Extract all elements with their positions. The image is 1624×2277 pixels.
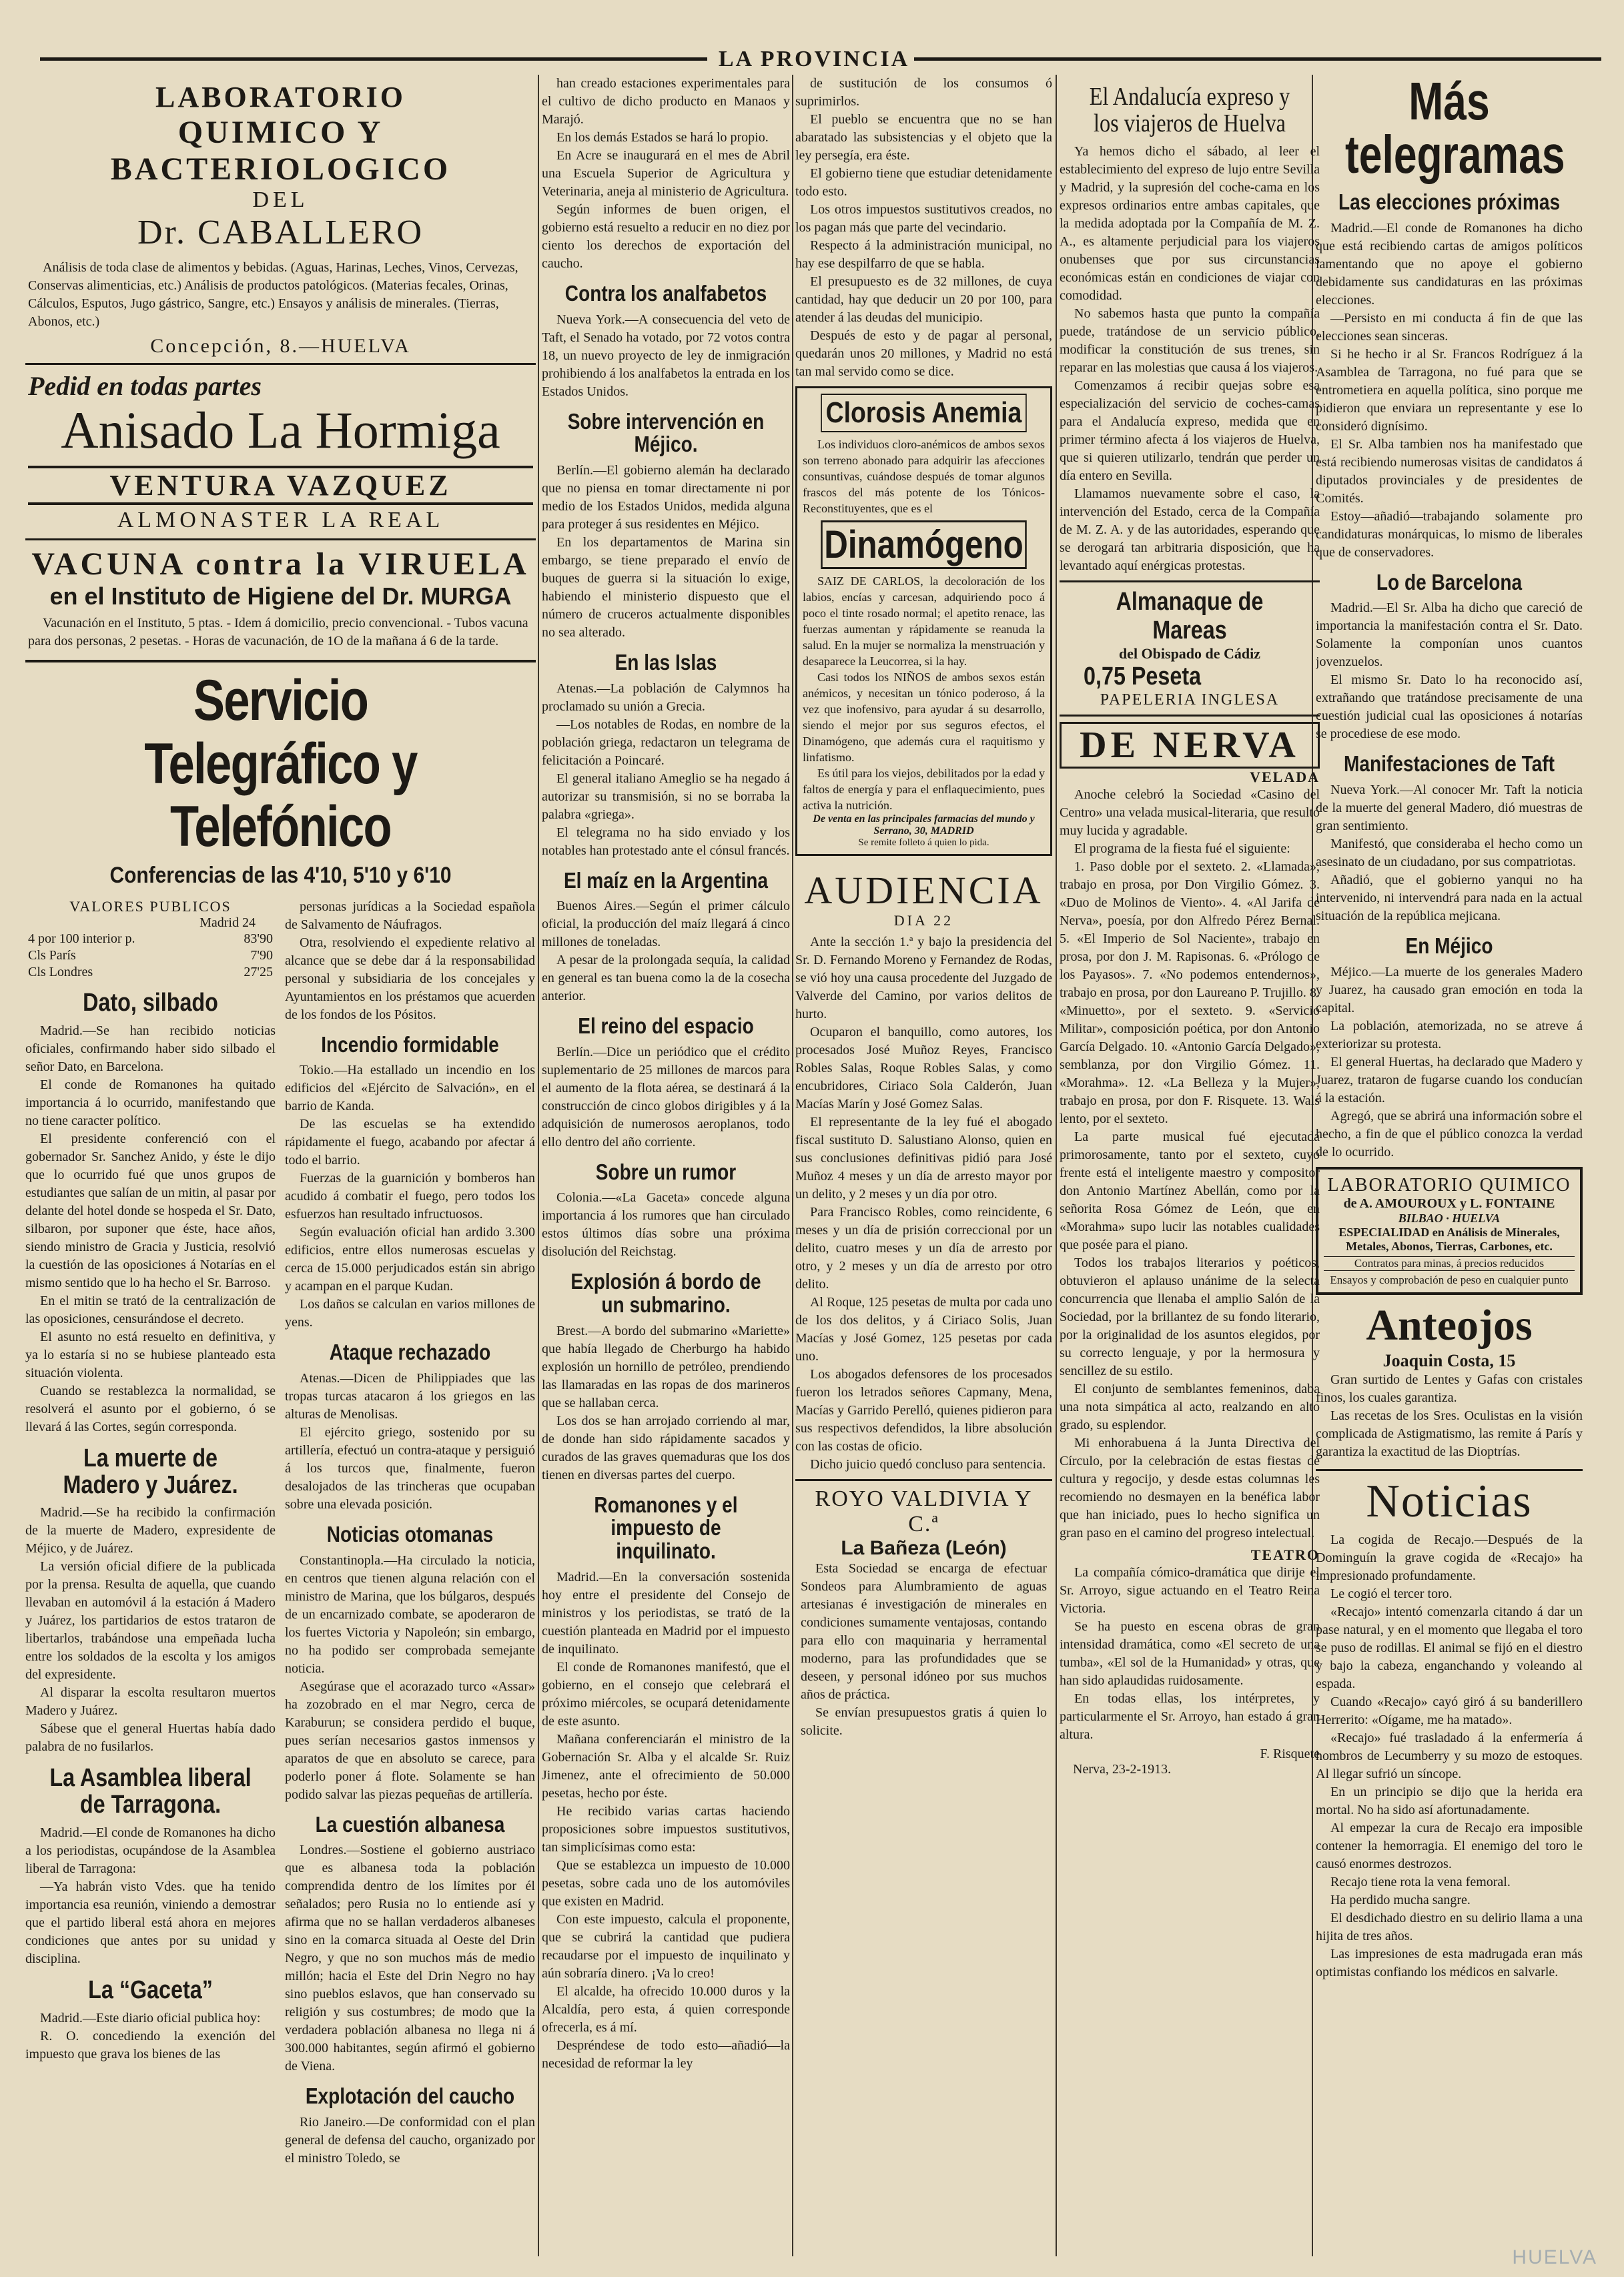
article-paragraph: «Recajo» fué trasladado á la enfermería á hombros de Lecumberry y su mozo de estoques. Al llegar sufrió un síncope. bbox=[1316, 1730, 1583, 1781]
article-paragraph: de sustitución de los consumos ó suprimirlos. bbox=[795, 76, 1052, 109]
ad-text: BILBAO · HUELVA bbox=[1398, 1211, 1501, 1225]
article-paragraph: Según informes de buen origen, el gobierno está resuelto a reducir en no diez por ciento los derechos de exportación del caucho. bbox=[542, 202, 790, 271]
article-paragraph: Agregó, que se abrirá una información sobre el hecho, a fin de que el público conozca la verdad de lo ocurrido. bbox=[1316, 1108, 1583, 1160]
article-paragraph: El Sr. Alba tambien nos ha manifestado que está recibiendo numerosas visitas de candidatos á diputados provinciales y de presidentes de Comités. bbox=[1316, 436, 1583, 506]
ad-heading: Pedid en todas partes bbox=[28, 371, 262, 401]
ad-heading: del Obispado de Cádiz bbox=[1118, 644, 1261, 662]
ad-text: PAPELERIA INGLESA bbox=[1100, 691, 1280, 709]
article-paragraph: Madrid.—En la conversación sostenida hoy entre el presidente del Consejo de ministros y los periodistas, se trató de la cuestión planteada en Madrid por el impuesto de inquilinato. bbox=[542, 1569, 790, 1657]
article-heading: Sobre intervención en Méjico. bbox=[567, 408, 765, 457]
article-paragraph: Las impresiones de esta madrugada eran más optimistas confiando los médicos en salvarle. bbox=[1316, 1946, 1583, 1979]
article-paragraph: Colonia.—«La Gaceta» concede alguna importancia á los rumores que han circulado estos últimos días sobre una próxima disolución del Reichstag. bbox=[542, 1190, 790, 1260]
article-paragraph: Dicho juicio quedó concluso para sentencia. bbox=[810, 1456, 1046, 1472]
ad-heading: La Bañeza (León) bbox=[841, 1536, 1007, 1559]
ad-heading: QUIMICO Y BACTERIOLOGICO bbox=[110, 115, 451, 187]
article-paragraph: Berlín.—Dice un periódico que el crédito suplementario de 25 millones de marcos para el aumento de la flota aérea, se destinará á la construcción de cinco globos dirigibles y á la adquisición de numerosos aeroplanos, todo ello dentro del año corriente. bbox=[542, 1044, 790, 1150]
article-paragraph: Tokio.—Ha estallado un incendio en los edificios del «Ejército de Salvación», en el barrio de Kanda. bbox=[285, 1063, 535, 1114]
article-heading: Las elecciones próximas bbox=[1338, 189, 1561, 214]
masthead bbox=[27, 47, 1615, 71]
ad-heading: LABORATORIO bbox=[155, 81, 406, 113]
article-heading: Lo de Barcelona bbox=[1376, 569, 1523, 594]
article-paragraph: El telegrama no ha sido enviado y los notables han protestado ante el cónsul francés. bbox=[542, 825, 790, 858]
article-paragraph: han creado estaciones experimentales para el cultivo de dicho producto en Manaos y Marajó. bbox=[542, 76, 790, 127]
ad-text: Se envían presupuestos gratis á quien lo solicite. bbox=[801, 1705, 1047, 1738]
article-paragraph: He recibido varias cartas haciendo proposiciones sobre impuestos sustitutivos, tan simplicísimas como esta: bbox=[542, 1803, 790, 1855]
article-paragraph: «Recajo» intentó comenzarla citando á dar un pase natural, y en el momento que llegaba el toro se puso de rodillas. El animal se fijó en el diestro y bajo la cabeza, enganchando y voleando al espada. bbox=[1316, 1604, 1583, 1691]
article-paragraph: Después de esto y de pagar al personal, quedarán unos 20 millones, y Madrid no está tan mal servido como se dice. bbox=[795, 328, 1052, 379]
article-paragraph: En todas ellas, los intérpretes, y particularmente el Sr. Arroyo, han estado á gran altura. bbox=[1060, 1691, 1320, 1742]
article-paragraph: Manifestó, que consideraba el hecho como un asesinato de un ciudadano, por sus compatriotas. bbox=[1316, 836, 1583, 869]
article-heading: La “Gaceta” bbox=[88, 1976, 213, 2005]
article-paragraph: El ejército griego, sostenido por su artillería, efectuó un contra-ataque y persiguió á los turcos que, finalmente, fueron desalojados de las trincheras que ocupaban sobre una elevada posición. bbox=[285, 1425, 535, 1512]
article-paragraph: personas jurídicas a la Sociedad española de Salvamento de Náufragos. bbox=[285, 899, 535, 932]
article-paragraph: El representante de la ley fué el abogado fiscal sustituto D. Salustiano Alonso, quien en sus conclusiones definitivas pidió para José Muñoz 4 meses y un día de arresto mayor por un delito, y 2 meses y un día por otro. bbox=[795, 1114, 1052, 1202]
noticias-heading: Noticias bbox=[1316, 1469, 1583, 1528]
column-rule bbox=[792, 75, 793, 2256]
velada-heading: VELADA bbox=[1250, 768, 1320, 785]
anteojos-address: Joaquin Costa, 15 bbox=[1382, 1350, 1516, 1370]
article-paragraph: El conde de Romanones manifestó, que el gobierno, en el consejo que celebrará el próximo miércoles, se ocupará detenidamente de este asunto. bbox=[542, 1659, 790, 1729]
article-heading: Explosión á bordo de un submarino. bbox=[570, 1269, 761, 1318]
article-paragraph: Madrid.—El Sr. Alba ha dicho que careció de importancia la manifestación contra el Sr. Dato. Solamente la componían unos cuantos jovenzuelos. bbox=[1316, 600, 1583, 670]
article-paragraph: Berlín.—El gobierno alemán ha declarado que no piensa en tomar directamente ni por medio de los Estados Unidos, medida alguna para proteger á sus residentes en Méjico. bbox=[542, 462, 790, 532]
article-paragraph: El general italiano Ameglio se ha negado á autorizar su transmisión, si no se borraba la palabra «griega». bbox=[542, 771, 790, 822]
ad-heading: VACUNA contra la VIRUELA bbox=[31, 546, 530, 582]
article-paragraph: El conjunto de semblantes femeninos, daba una nota simpática al acto, realzando en alto grado, su esplendor. bbox=[1060, 1381, 1320, 1432]
article-heading: El reino del espacio bbox=[578, 1013, 754, 1039]
article-paragraph: Buenos Aires.—Según el primer cálculo oficial, la producción del maíz llegará á cinco millones de toneladas. bbox=[542, 899, 790, 950]
ad-text: ESPECIALIDAD en Análisis de Minerales, Metales, Abonos, Tierras, Carbones, etc. bbox=[1338, 1225, 1560, 1253]
article-paragraph: Añadió, que el gobierno yanqui no ha intervenido, ni intervendrá para nada en la actual situación de la república mejicana. bbox=[1316, 872, 1583, 923]
ad-heading: en el Instituto de Higiene del Dr. MURGA bbox=[49, 582, 512, 610]
masthead-rule-right bbox=[914, 57, 1601, 61]
column-1-subcolumns bbox=[25, 898, 536, 2168]
subcolumn-1a bbox=[25, 898, 276, 2168]
article-paragraph: El pueblo se encuentra que no se han abaratado las subsistencias y el objeto que la ley persegía, era éste. bbox=[795, 112, 1052, 163]
article-heading: La muerte de Madero y Juárez. bbox=[63, 1444, 238, 1499]
ad-text: Casi todos los NIÑOS de ambos sexos están anémicos, y necesitan un tónico poderoso, á la vez que inofensivo, para ayudar á su desarrollo, siendo el mejor por sus seguros efectos, el Dinamógeno, que además cura el raquitismo y linfatismo. bbox=[803, 670, 1045, 764]
article-paragraph: —Persisto en mi conducta á fin de que las elecciones sean sinceras. bbox=[1316, 310, 1583, 344]
article-paragraph: —Ya habrán visto Vdes. que ha tenido importancia esa reunión, viniendo a demostrar que el partido liberal está ahora en mejores condiciones que antes por su unidad y disciplina. bbox=[25, 1879, 276, 1967]
ad-text: Ensayos y comprobación de peso en cualquier punto bbox=[1330, 1273, 1569, 1286]
subcolumn-1b bbox=[285, 898, 535, 2168]
ad-address: Concepción, 8.—HUELVA bbox=[150, 335, 411, 357]
article-paragraph: Los otros impuestos sustitutivos creados, no los pagan más que parte del vecindario. bbox=[795, 202, 1052, 235]
article-paragraph: Nueva York.—A consecuencia del veto de Taft, el Senado ha votado, por 72 votos contra 18, un nuevo proyecto de ley de inmigración prohibiendo á los analfabetos la entrada en los Estados Unidos. bbox=[542, 312, 790, 399]
article-paragraph: Ya hemos dicho el sábado, al leer el establecimiento del expreso de lujo entre Sevilla y Madrid, y la supresión del coche-cama en los expresos ordinarios entre ambas capitales, que la medida adoptada por la Compañía de M. Z. A., es altamente perjudicial para los viajeros onubenses que por sus circunstancias económicas están en condiciones de viajar con comodidad. bbox=[1060, 143, 1320, 303]
ad-heading: Dinamógeno bbox=[821, 520, 1027, 569]
article-paragraph: 1. Paso doble por el sexteto. 2. «Llamada», trabajo en prosa, por Don Virgilio Gómez. 3. «Duo de Molinos de Viento». 4. «Al Jarifa de Nerva», poesía, por don Alfredo Pérez Bernal. 5. «El Imperio de Sol Naciente», trabajo en prosa, por don J. M. Rapisonas. 6. «Prólogo de los Payasos». 7. «No podemos entendernos», trabajo en prosa, por don Laureano P. Trujillo. 8. «Minuetto», por el sexteto. 9. «Servicio Militar», composición poética, por don Antonio García Delgado. 10. «Antonio García Delgado», semblanza, por don Virgilio Gómez. 11. «Morahma». 12. «La Belleza y la Mujer», trabajo en prosa, por don F. Risquete. 13. Wals lento, por el sexteto. bbox=[1060, 859, 1320, 1126]
archive-watermark: HUELVA bbox=[1512, 2246, 1597, 2268]
article-paragraph: Los daños se calculan en varios millones de yens. bbox=[285, 1297, 535, 1330]
article-paragraph: Llamamos nuevamente sobre el caso, la intervención del Estado, cerca de la Compañía de M. Z. A. y de las autoridades, esperando que se derogará tan arbitraria disposición, que ha levantado aquí enérgicas protestas. bbox=[1060, 486, 1320, 573]
article-paragraph: Fuerzas de la guarnición y bomberos han acudido á combatir el fuego, pero todos los esfuerzos han resultado infructuosos. bbox=[285, 1171, 535, 1222]
article-paragraph: Recajo tiene rota la vena femoral. bbox=[1330, 1874, 1511, 1889]
article-heading: Romanones y el impuesto de inquilinato. bbox=[594, 1492, 738, 1564]
ad-text: SAIZ DE CARLOS, la decoloración de los labios, encías y carcesan, adquiriendo poco á poco el tinte rosado normal; el apetito renace, las fuerzas aumentan y rápidamente se reanuda la salud. En la mujer se normaliza la menstruación y desaparece la Leucorrea, si la hay. bbox=[803, 574, 1045, 668]
article-paragraph: Los dos se han arrojado corriendo al mar, de donde han sido rápidamente sacados y curados de las graves quemaduras que los dos tienen en diversas partes del cuerpo. bbox=[542, 1413, 790, 1482]
table-row: Cls Londres 27'25 bbox=[28, 964, 273, 979]
table-row: Cls París 7'90 bbox=[28, 947, 273, 963]
audiencia-date: DIA 22 bbox=[893, 911, 954, 929]
ad-text: Vacunación en el Instituto, 5 ptas. - Idem á domicilio, precio convencional. - Tubos vacuna para dos personas, 2 pesetas. - Horas de vacunación, de 1O de la mañana á 6 de la tarde. bbox=[28, 616, 528, 648]
valores-place: Madrid 24 bbox=[199, 915, 256, 930]
article-paragraph: Al Roque, 125 pesetas de multa por cada uno de los dos delitos, y á Ciriaco Solis, Juan Macías y José Gomez, 125 pesetas por cada uno. bbox=[795, 1294, 1052, 1364]
section-heading: Más telegramas bbox=[1345, 75, 1565, 184]
anisado-ad bbox=[25, 363, 536, 538]
article-paragraph: Sábese que el general Huertas había dado palabra de no fusilarlos. bbox=[25, 1721, 276, 1755]
ad-heading: ROYO VALDIVIA Y C.ª bbox=[815, 1486, 1033, 1536]
article-paragraph: Según evaluación oficial han ardido 3.300 edificios, entre ellos numerosas escuelas y cerca de 15.000 perjudicados están sin abrigo y acampan en el parque Kudan. bbox=[285, 1225, 535, 1294]
article-paragraph: En el mitin se trató de la centralización de las oposiciones, censurándose el decreto. bbox=[25, 1293, 276, 1326]
column-4 bbox=[1060, 75, 1320, 2256]
article-paragraph: Respecto á la administración municipal, no hay ese despilfarro de que se habla. bbox=[795, 238, 1052, 271]
article-paragraph: El desdichado diestro en su delirio llama a una hijita de tres años. bbox=[1316, 1910, 1583, 1943]
column-3 bbox=[795, 75, 1052, 2256]
article-paragraph: Le cogió el tercer toro. bbox=[1330, 1586, 1453, 1601]
telegraph-service bbox=[25, 660, 536, 889]
anteojos-heading: Anteojos bbox=[1366, 1300, 1533, 1350]
ad-price: 0,75 Peseta bbox=[1084, 662, 1202, 691]
column-5 bbox=[1316, 75, 1583, 2256]
table-row: 4 por 100 interior p. 83'90 bbox=[28, 931, 273, 946]
article-paragraph: Con este impuesto, calcula el proponente, que se cubrirá la cantidad que pudiera recaudarse por el impuesto de inquilinato y aún sobraría dinero. ¡Va lo creo! bbox=[542, 1911, 790, 1981]
article-paragraph: La población, atemorizada, no se atreve á exteriorizar su protesta. bbox=[1316, 1018, 1583, 1051]
article-paragraph: Constantinopla.—Ha circulado la noticia, en centros que tienen alguna relación con el ministro de Marina, que los búlgaros, después de un encarnizado combate, se apoderaron de los fuertes Victoria y Napoleón; sin embargo, no ha podido ser comprobada semejante noticia. bbox=[285, 1552, 535, 1676]
article-paragraph: Si he hecho ir al Sr. Francos Rodríguez á la Asamblea de Tarragona, no fué para que se entrometiera en aquella política, sino porque me pidieron que enviara un representante y ese lo consideró dignísimo. bbox=[1316, 346, 1583, 434]
service-subtitle: Conferencias de las 4'10, 5'10 y 6'10 bbox=[109, 862, 452, 888]
article-paragraph: Despréndese de todo esto—añadió—la necesidad de reformar la ley bbox=[542, 2037, 790, 2071]
column-rule bbox=[538, 75, 539, 2256]
article-paragraph: El gobierno tiene que estudiar detenidamente todo esto. bbox=[795, 166, 1052, 199]
ad-heading: ALMONASTER LA REAL bbox=[117, 508, 444, 532]
ad-text: Contratos para minas, á precios reducidos bbox=[1324, 1256, 1575, 1271]
article-paragraph: El asunto no está resuelto en definitiva, y ya lo estaría si no se hubiese planteado esta situación violenta. bbox=[25, 1329, 276, 1380]
ad-text: Los individuos cloro-anémicos de ambos sexos son terreno abonado para adquirir las afecciones consuntivas, cuándose después de tomar algunos frascos del más potente de los Tónicos-Reconstituyentes, que es el bbox=[803, 438, 1045, 515]
article-heading: En Méjico bbox=[1405, 933, 1493, 958]
ad-heading: Anisado La Hormiga bbox=[61, 401, 500, 459]
lab-caballero-ad bbox=[25, 75, 536, 363]
article-paragraph: De las escuelas se ha extendido rápidamente el fuego, acabando por afectar á todo el barrio. bbox=[285, 1117, 535, 1168]
ad-text: Las recetas de los Sres. Oculistas en la visión complicada de Astigmatismo, las remite á París y garantiza la exactitud de las Dioptrías. bbox=[1316, 1408, 1583, 1459]
article-paragraph: Cuando «Recajo» cayó giró á su banderillero Herrerito: «Oígame, me ha matado». bbox=[1316, 1694, 1583, 1727]
ad-text: Gran surtido de Lentes y Gafas con cristales finos, los cuales garantiza. bbox=[1316, 1372, 1583, 1405]
vacuna-ad bbox=[25, 538, 536, 656]
column-2 bbox=[542, 75, 790, 2256]
article-paragraph: Estoy—añadió—trabajando solamente pro candidaturas monárquicas, lo mismo de liberales que de conservadores. bbox=[1316, 508, 1583, 560]
article-paragraph: El presupuesto es de 32 millones, de cuya cantidad, hay que deducir un 20 por 100, para atender á las deudas del municipio. bbox=[795, 274, 1052, 325]
article-paragraph: Méjico.—La muerte de los generales Madero y Juarez, ha causado gran emoción en toda la capital. bbox=[1316, 964, 1583, 1015]
article-paragraph: El conde de Romanones ha quitado importancia á lo ocurrido, manifestando que no tiene caracter político. bbox=[25, 1077, 276, 1128]
valores-title: VALORES PUBLICOS bbox=[69, 897, 232, 915]
article-paragraph: El presidente conferenció con el gobernador Sr. Sanchez Anido, y éste le dijo que lo ocurrido fué que unos grupos de estudiantes que salían de un mitin, al pasar por delante del hotel donde se hospeda el Sr. Dato, silbaron, por suponer que éste, hace años, siendo ministro de Gracia y Justicia, resolvió la cuestión de las oposiciones á Notarías en el mismo sentido que lo ha hecho el Sr. Barroso. bbox=[25, 1131, 276, 1290]
ad-text: Análisis de toda clase de alimentos y bebidas. (Aguas, Harinas, Leches, Vinos, Cervezas, Conservas alimenticias, etc.) Análisis de productos patológicos. (Materias fecales, Orinas, Cálculos, Esputos, Jugo gástrico, Sangre, etc.) Ensayos y análisis de minerales. (Tierras, Abonos, etc.) bbox=[28, 260, 518, 329]
article-paragraph: Rio Janeiro.—De conformidad con el plan general de defensa del caucho, organizado por el ministro Toledo, se bbox=[285, 2114, 535, 2166]
ad-heading: Clorosis Anemia bbox=[821, 394, 1027, 432]
article-paragraph: Madrid.—El conde de Romanones ha dicho a los periodistas, ocupándose de la Asamblea liberal de Tarragona: bbox=[25, 1825, 276, 1877]
ad-text: Esta Sociedad se encarga de efectuar Sondeos para Alumbramiento de aguas artesianas é investigación de minerales en condiciones sumamente ventajosas, contando para ello con maquinaria y herramental moderno, para las profundidades que se deseen, y personal idóneo por sus muchos años de práctica. bbox=[801, 1560, 1047, 1702]
ad-heading: VENTURA VAZQUEZ bbox=[28, 466, 533, 505]
article-paragraph: En los departamentos de Marina sin embargo, se tiene preparado el envío de buques de guerra si la situación lo exige, habiendo el ministerio dispuesto que el número de cruceros actualmente disponibles no sea alterado. bbox=[542, 534, 790, 640]
article-heading: El Andalucía expreso y los viajeros de Huelva bbox=[1089, 83, 1290, 137]
article-heading: Ataque rechazado bbox=[329, 1340, 491, 1365]
article-heading: Manifestaciones de Taft bbox=[1344, 751, 1555, 777]
article-paragraph: Mi enhorabuena á la Junta Directiva del Círculo, por la celebración de estas fiestas de cultura y regocijo, y desde estas columnas les recomiendo no desmayen en la benéfica labor que han iniciado, pues lo hecho significa un gran paso en el camino del progreso intelectual. bbox=[1060, 1435, 1320, 1540]
dinamogeno-ad bbox=[795, 386, 1052, 856]
ad-heading: LABORATORIO QUIMICO bbox=[1327, 1174, 1571, 1196]
article-paragraph: Ante la sección 1.ª y bajo la presidencia del Sr. D. Fernando Moreno y Fernandez de Rodas, se vió hoy una causa procedente del Juzgado de Valverde del Camino, por varios delitos de hurto. bbox=[795, 934, 1052, 1021]
article-paragraph: Atenas.—Dicen de Philippiades que las tropas turcas atacaron á los griegos en las alturas de Menolisas. bbox=[285, 1371, 535, 1422]
masthead-rule-left bbox=[40, 57, 707, 61]
dateline: Nerva, 23-2-1913. bbox=[1073, 1761, 1172, 1777]
article-paragraph: Todos los trabajos literarios y poéticos, obtuvieron el aplauso unánime de la selecta concurrencia que llenaba el amplio Salón de la Sociedad, por la brillantez de su fondo literario, por la originalidad de los asuntos elegidos, por su correcto lenguaje, y por la hermosura y sencillez de su estilo. bbox=[1060, 1255, 1320, 1378]
article-paragraph: Los abogados defensores de los procesados fueron los letrados señores Capmany, Mena, Macías y Garrido Perelló, quienes pidieron para sus respectivos defendidos, la libre absolución con las costas de oficio. bbox=[795, 1366, 1052, 1454]
ad-heading: Almanaque de Mareas bbox=[1116, 587, 1264, 644]
article-paragraph: Madrid.—Este diario oficial publica hoy: bbox=[40, 2011, 261, 2026]
article-paragraph: Ha perdido mucha sangre. bbox=[1330, 1892, 1471, 1907]
article-paragraph: Brest.—A bordo del submarino «Mariette» que había llegado de Cherburgo ha habido explosión un hornillo de petróleo, prendiendo las llamaradas en las ropas de dos marineros que se hallaban cerca. bbox=[542, 1323, 790, 1410]
service-title: Servicio Telegráfico y Telefónico bbox=[144, 668, 417, 859]
article-paragraph: La cogida de Recajo.—Después de la Dominguín la grave cogida de «Recajo» ha impresionado profundamente. bbox=[1316, 1532, 1583, 1583]
article-paragraph: Para Francisco Robles, como reincidente, 6 meses y un día de prisión correccional por un delito, cuatro meses y un día de arresto por otro, y 2 meses y un día de arresto por otro delito. bbox=[795, 1204, 1052, 1292]
lab-quimico-ad bbox=[1316, 1167, 1583, 1295]
teatro-heading: TEATRO bbox=[1250, 1546, 1320, 1563]
article-paragraph: Otra, resolviendo el expediente relativo al alcance que se debe dar á la responsabilidad personal y subsidiaria de los concejales y Ayuntamientos en los préstamos que acuerden de los fondos de los Pósitos. bbox=[285, 935, 535, 1022]
article-paragraph: Madrid.—El conde de Romanones ha dicho que está recibiendo cartas de amigos políticos lamentando que no apoye el gobierno debidamente sus candidaturas en las próximas elecciones. bbox=[1316, 220, 1583, 308]
article-paragraph: En un principio se dijo que la herida era mortal. No ha sido así afortunadamente. bbox=[1316, 1784, 1583, 1817]
article-paragraph: La compañía cómico-dramática que dirije el Sr. Arroyo, sigue actuando en el Teatro Reina Victoria. bbox=[1060, 1564, 1320, 1616]
ad-text: Se remite folleto á quien lo pida. bbox=[858, 837, 989, 848]
valores-table bbox=[25, 931, 276, 981]
article-paragraph: Al empezar la cura de Recajo era imposible contener la hemorragia. El enemigo del toro le causó enormes destrozos. bbox=[1316, 1820, 1583, 1871]
ad-text: Es útil para los viejos, debilitados por la edad y faltos de energía y para el enflaquecimiento, pues activa la nutrición. bbox=[803, 767, 1045, 812]
article-paragraph: Se ha puesto en escena obras de gran intensidad dramática, como «El secreto de una tumba», «El sol de la Humanidad» y otras, que han sido aplaudidas ruidosamente. bbox=[1060, 1619, 1320, 1688]
article-paragraph: Asegúrase que el acorazado turco «Assar» ha zozobrado en el mar Negro, cerca de Karaburun; se considera perdido el buque, pues serían necesarios gastos inmensos y aparatos de que en absoluto se carece, para poderlo poner á flote. Solamente se han podido salvar las piezas pequeñas de artillería. bbox=[285, 1679, 535, 1802]
almanaque-ad bbox=[1060, 580, 1320, 717]
article-paragraph: Londres.—Sostiene el gobierno austriaco que es albanesa toda la población comprendida dentro de los límites por él señalados; pero Rusia no lo entiende así y afirma que no se hallan verdaderos albaneses sino en la comarca situada al Oeste del Drin Negro, y que no son muchos más de medio millón; hacia el Este del Drin Negro no hay sino pueblos eslavos, que han conservado su religión y sus costumbres; de modo que la verdadera población albanesa no llega ni á 300.000 habitantes, según afirmó el gobierno de Viena. bbox=[285, 1843, 535, 2074]
article-heading: En las Islas bbox=[615, 649, 717, 674]
nerva-heading: DE NERVA bbox=[1060, 722, 1320, 769]
article-heading: Noticias otomanas bbox=[326, 1522, 494, 1547]
royo-valdivia-ad bbox=[795, 1479, 1052, 1745]
article-paragraph: En Acre se inaugurará en el mes de Abril una Escuela Superior de Agricultura y Veterinaria, aneja al ministerio de Agricultura. bbox=[542, 148, 790, 199]
column-1 bbox=[25, 75, 536, 2256]
newspaper-title: LA PROVINCIA bbox=[718, 47, 910, 71]
article-paragraph: Al disparar la escolta resultaron muertos Madero y Juárez. bbox=[25, 1685, 276, 1719]
article-paragraph: R. O. concediendo la exención del impuesto que grava los bienes de las bbox=[25, 2029, 276, 2062]
article-paragraph: El mismo Sr. Dato lo ha reconocido así, extrañando que tratándose precisamente de una cuestión judicial cual las oposiciones á notarías se procediese de ese modo. bbox=[1316, 672, 1583, 742]
ad-heading: Dr. CABALLERO bbox=[137, 213, 424, 252]
article-paragraph: En los demás Estados se hará lo propio. bbox=[556, 130, 769, 145]
article-paragraph: —Los notables de Rodas, en nombre de la población griega, redactaron un telegrama de felicitación a Poincaré. bbox=[542, 717, 790, 768]
article-heading: Explotación del caucho bbox=[305, 2084, 515, 2109]
article-heading: Contra los analfabetos bbox=[564, 281, 767, 306]
article-paragraph: No sabemos hasta que punto la compañía puede, tratándose de un servicio público, modificar la constitución de sus trenes, sin reparar en las molestias que causa á los viajeros. bbox=[1060, 306, 1320, 375]
article-paragraph: Comenzamos á recibir quejas sobre esa especialización del servicio de coches-camas para el Andalucía expreso, medida que en primer término afecta á los viajeros de Huelva, que si quieren utilizarlo, tendrán que perder un día entero en Sevilla. bbox=[1060, 378, 1320, 483]
ad-text: De venta en las principales farmacias del mundo y Serrano, 30, MADRID bbox=[813, 813, 1035, 837]
column-rule bbox=[1056, 75, 1057, 2256]
article-heading: Dato, silbado bbox=[83, 988, 218, 1017]
article-paragraph: La versión oficial difiere de la publicada por la prensa. Resulta de aquella, que cuando llevaban en automóvil á la estación á Madero y Juárez, los partidarios de estos trataron de libertarlos, trabándose una empeñada lucha entre los soldados de la escolta y los amigos del expresidente. bbox=[25, 1559, 276, 1683]
article-paragraph: Madrid.—Se ha recibido la confirmación de la muerte de Madero, expresidente de Méjico, y de Juárez. bbox=[25, 1505, 276, 1556]
article-paragraph: El general Huertas, ha declarado que Madero y Juarez, trataron de fugarse cuando los conducían á la estación. bbox=[1316, 1054, 1583, 1105]
signature: F. Risquete bbox=[1260, 1746, 1320, 1761]
article-heading: La Asamblea liberal de Tarragona. bbox=[49, 1764, 252, 1819]
ad-heading: DEL bbox=[252, 187, 309, 212]
article-heading: El maíz en la Argentina bbox=[563, 867, 769, 893]
article-paragraph: El programa de la fiesta fué el siguiente: bbox=[1074, 841, 1290, 856]
article-heading: Incendio formidable bbox=[321, 1031, 499, 1057]
article-paragraph: Anoche celebró la Sociedad «Casino del Centro» una velada musical-literaria, que resultó muy lucida y agradable. bbox=[1060, 787, 1320, 838]
article-paragraph: A pesar de la prolongada sequía, la calidad en general es tan buena como la de la cosecha anterior. bbox=[542, 953, 790, 1004]
audiencia-heading: AUDIENCIA bbox=[804, 869, 1044, 912]
article-heading: La cuestión albanesa bbox=[315, 1811, 505, 1837]
article-paragraph: Ocuparon el banquillo, como autores, los procesados José Muñoz Reyes, Francisco Robles Salas, Roque Robles Salas, y como encubridores, Ciriaco Sola Calderón, Juan Macías Marín y José Gomez Salas. bbox=[795, 1024, 1052, 1111]
article-paragraph: Cuando se restablezca la normalidad, se resolverá el asunto por el gobierno, ó se llevará á las Cortes, según corresponda. bbox=[25, 1383, 276, 1434]
ad-heading: de A. AMOUROUX y L. FONTAINE bbox=[1343, 1196, 1555, 1211]
article-paragraph: Que se establezca un impuesto de 10.000 pesetas, sobre cada uno de los automóviles que existen en Madrid. bbox=[542, 1857, 790, 1909]
article-paragraph: Atenas.—La población de Calymnos ha proclamado su unión a Grecia. bbox=[542, 680, 790, 714]
article-heading: Sobre un rumor bbox=[595, 1159, 737, 1184]
article-paragraph: Madrid.—Se han recibido noticias oficiales, confirmando haber sido silbado el señor Dato, en Barcelona. bbox=[25, 1023, 276, 1074]
article-paragraph: El alcalde, ha ofrecido 10.000 duros y la Alcaldía, pero esta, á quien corresponde ofrecerla, es á mí. bbox=[542, 1983, 790, 2035]
article-paragraph: La parte musical fué ejecutada primorosamente, tanto por el sexteto, cuyo frente está el inteligente maestro y compositor don Antonio Martínez Abellán, como por la señorita Rosa Gómez de León, que en «Morahma» supo lucir las notables cualidades que posée para el piano. bbox=[1060, 1129, 1320, 1252]
article-paragraph: Nueva York.—Al conocer Mr. Taft la noticia de la muerte del general Madero, dió muestras de gran sentimiento. bbox=[1316, 782, 1583, 833]
article-paragraph: Mañana conferenciarán el ministro de la Gobernación Sr. Alba y el alcalde Sr. Ruiz Jimenez, ante el ofrecimiento de 50.000 pesetas, hecho por éste. bbox=[542, 1731, 790, 1801]
